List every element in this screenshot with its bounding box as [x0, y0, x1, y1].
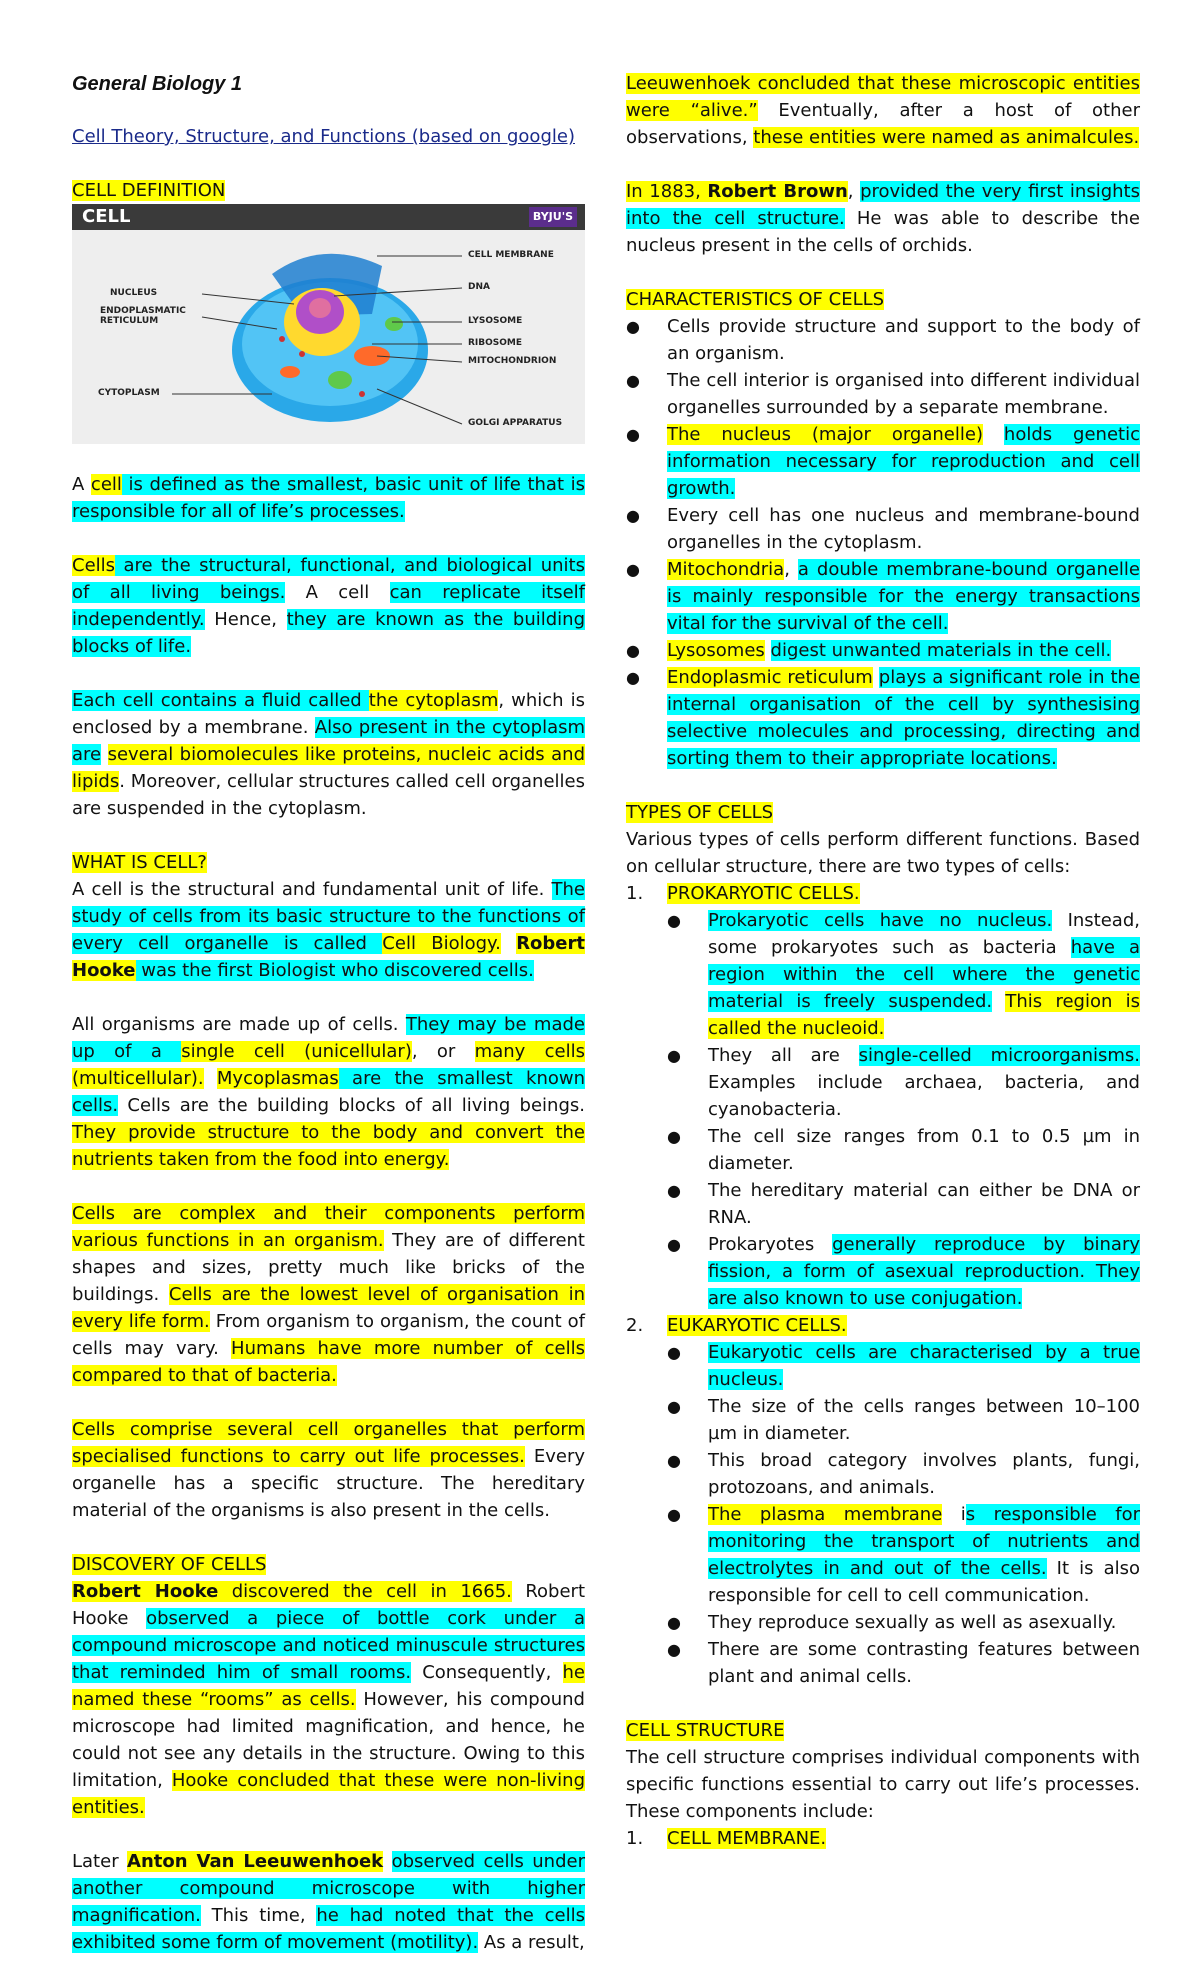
cell-structure-heading: CELL STRUCTURE: [626, 1720, 785, 1741]
label-golgi-apparatus: GOLGI APPARATUS: [468, 418, 563, 428]
list-item: ● Endoplasmic reticulum plays a significant role in the internal organisation of the cell by synthesising selective molecules and processing, directing and sorting them to their appropriate locations.: [626, 664, 1140, 772]
label-er-line1: ENDOPLASMATIC: [100, 306, 186, 316]
list-item: ● The cell size ranges from 0.1 to 0.5 µm in diameter.: [667, 1123, 1140, 1177]
cell-membrane-number: 1.: [626, 1828, 644, 1849]
prokaryotic-list: [626, 907, 1140, 1312]
cell-definition-paragraph-3: Each cell contains a fluid called the cytoplasm, which is enclosed by a membrane. Also present in the cytoplasm are several biomolecules like proteins, nucleic acids and lipids. Moreover, cellular structures called cell organelles are suspended in the cytoplasm.: [72, 690, 586, 819]
list-item: ● Eukaryotic cells are characterised by a true nucleus.: [667, 1339, 1140, 1393]
eukaryotic-title: EUKARYOTIC CELLS.: [667, 1315, 847, 1336]
cell-membrane-item: [626, 1825, 1140, 1852]
cell-definition-heading: CELL DEFINITION: [72, 180, 226, 201]
discovery-paragraph-3: In 1883, Robert Brown, provided the very first insights into the cell structure. He was able to describe the nucleus present in the cells of orchids.: [626, 181, 1140, 256]
list-item: ● The cell interior is organised into different individual organelles surrounded by a separate membrane.: [626, 367, 1140, 421]
list-item: ● There are some contrasting features between plant and animal cells.: [667, 1636, 1140, 1690]
list-item: ● They all are single-celled microorganisms. Examples include archaea, bacteria, and cyanobacteria.: [667, 1042, 1140, 1123]
what-is-cell-heading: WHAT IS CELL?: [72, 852, 207, 873]
what-is-cell-paragraph-3: Cells are complex and their components perform various functions in an organism. They are of different shapes and sizes, pretty much like bricks of the buildings. Cells are the lowest level of organisation in every life form. From organism to organism, the count of cells may vary. Humans have more number of cells compared to that of bacteria.: [72, 1203, 585, 1386]
label-ribosome: RIBOSOME: [468, 338, 523, 348]
label-cytoplasm: CYTOPLASM: [98, 388, 160, 398]
discovery-paragraph-2-part-2: Leeuwenhoek concluded that these microscopic entities were “alive.” Eventually, after a host of other observations, these entities were named as animalcules.: [626, 73, 1140, 148]
right-column: [626, 70, 1140, 1852]
cell-membrane-title: CELL MEMBRANE.: [667, 1828, 827, 1849]
list-item: ● The plasma membrane is responsible for monitoring the transport of nutrients and electrolytes in and out of the cells. It is also responsible for cell to cell communication.: [667, 1501, 1140, 1609]
list-item: ● The hereditary material can either be DNA or RNA.: [667, 1177, 1140, 1231]
discovery-heading: DISCOVERY OF CELLS: [72, 1554, 267, 1575]
types-intro: Various types of cells perform different functions. Based on cellular structure, there are two types of cells:: [626, 829, 1140, 877]
what-is-cell-paragraph-4: Cells comprise several cell organelles that perform specialised functions to carry out life processes. Every organelle has a specific structure. The hereditary material of the organisms is also present in the cells.: [72, 1419, 585, 1521]
cell-diagram: [72, 204, 585, 444]
eukaryotic-number: 2.: [626, 1315, 644, 1336]
list-item: ● They reproduce sexually as well as asexually.: [667, 1609, 1140, 1636]
label-nucleus: NUCLEUS: [110, 288, 158, 298]
eukaryotic-section: [626, 1312, 1140, 1690]
list-item: ● Prokaryotic cells have no nucleus. Instead, some prokaryotes such as bacteria have a region within the cell where the genetic material is freely suspended. This region is called the nucleoid.: [667, 907, 1140, 1042]
what-is-cell-paragraph-1: A cell is the structural and fundamental unit of life. The study of cells from its basic structure to the functions of every cell organelle is called Cell Biology. Robert Hooke was the first Biologist who discovered cells.: [72, 879, 585, 981]
list-item: ● Every cell has one nucleus and membrane-bound organelles in the cytoplasm.: [626, 502, 1140, 556]
list-item: ● Cells provide structure and support to the body of an organism.: [626, 313, 1140, 367]
list-item: ● The nucleus (major organelle) holds genetic information necessary for reproduction and cell growth.: [626, 421, 1140, 502]
prokaryotic-section: [626, 880, 1140, 1312]
document-title: General Biology 1: [72, 73, 243, 95]
cell-definition-paragraph-2: Cells are the structural, functional, and biological units of all living beings. A cell can replicate itself independently. Hence, they are known as the building blocks of life.: [72, 555, 586, 657]
diagram-title: CELL: [82, 206, 131, 227]
types-list: [626, 880, 1140, 1690]
cell-definition-paragraph-1: A cell is defined as the smallest, basic unit of life that is responsible for all of life’s processes.: [72, 474, 585, 522]
left-column: [72, 70, 585, 1956]
label-dna: DNA: [468, 282, 490, 292]
eukaryotic-list: [626, 1339, 1140, 1690]
prokaryotic-number: 1.: [626, 883, 644, 904]
what-is-cell-paragraph-2: All organisms are made up of cells. They may be made up of a single cell (unicellular), or many cells (multicellular). Mycoplasmas are the smallest known cells. Cells are the building blocks of all living beings. They provide structure to the body and convert the nutrients taken from the food into energy.: [72, 1014, 585, 1170]
types-heading: TYPES OF CELLS: [626, 802, 774, 823]
list-item: ● The size of the cells ranges between 10–100 µm in diameter.: [667, 1393, 1140, 1447]
list-item: ● Prokaryotes generally reproduce by binary fission, a form of asexual reproduction. They are also known to use conjugation.: [667, 1231, 1140, 1312]
characteristics-list: [626, 313, 1140, 772]
list-item: ● This broad category involves plants, fungi, protozoans, and animals.: [667, 1447, 1140, 1501]
characteristics-heading: CHARACTERISTICS OF CELLS: [626, 289, 885, 310]
source-link[interactable]: Cell Theory, Structure, and Functions (based on google): [72, 126, 575, 147]
discovery-paragraph-1: Robert Hooke discovered the cell in 1665. Robert Hooke observed a piece of bottle cork under a compound microscope and noticed minuscule structures that reminded him of small rooms. Consequently, he named these “rooms” as cells. However, his compound microscope had limited magnification, and hence, he could not see any details in the structure. Owing to this limitation, Hooke concluded that these were non-living entities.: [72, 1581, 585, 1818]
list-item: ● Mitochondria, a double membrane-bound organelle is mainly responsible for the energy transactions vital for the survival of the cell.: [626, 556, 1140, 637]
prokaryotic-title: PROKARYOTIC CELLS.: [667, 883, 860, 904]
discovery-paragraph-2-part-1: Later Anton Van Leeuwenhoek observed cells under another compound microscope with higher magnification. This time, he had noted that the cells exhibited some form of movement (motility). As a result,: [72, 1851, 585, 1953]
byjus-logo: BYJU'S: [529, 207, 577, 227]
label-lysosome: LYSOSOME: [468, 316, 523, 326]
cell-structure-intro: The cell structure comprises individual components with specific functions essential to carry out life’s processes. These components include:: [626, 1747, 1140, 1822]
list-item: ● Lysosomes digest unwanted materials in the cell.: [626, 637, 1140, 664]
label-cell-membrane: CELL MEMBRANE: [468, 250, 554, 260]
label-mitochondrion: MITOCHONDRION: [468, 356, 557, 366]
label-er-line2: RETICULUM: [100, 316, 159, 326]
